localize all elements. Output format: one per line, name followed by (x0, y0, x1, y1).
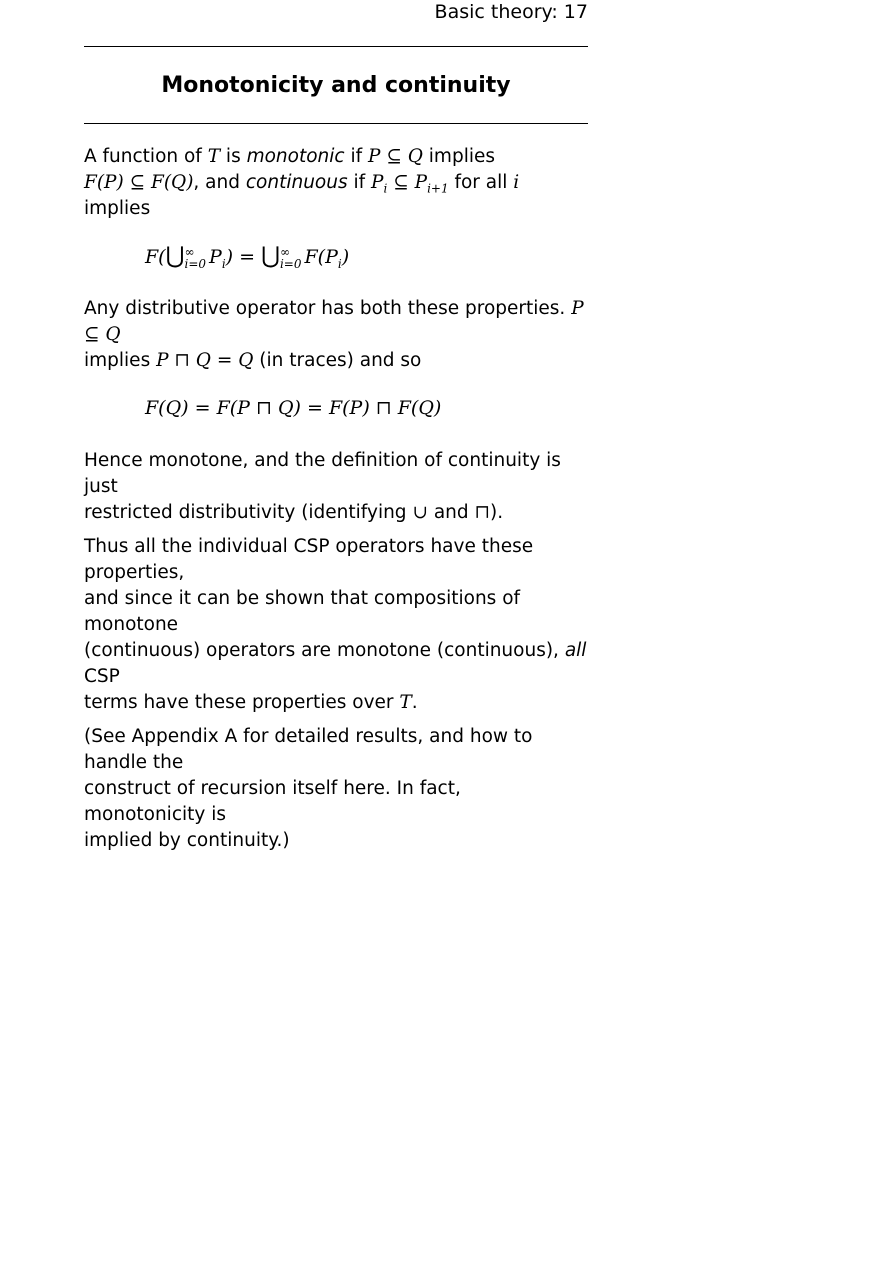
traces-symbol: T (399, 692, 412, 713)
math-f-subset: F(P) ⊆ F(Q) (84, 172, 194, 193)
running-head: Basic theory: 17 (434, 1, 588, 23)
text: terms have these properties over (84, 692, 400, 713)
limit-sub: i=0 (279, 257, 302, 271)
text: and (427, 502, 475, 523)
math-meet: P ⊓ Q = Q (156, 350, 254, 371)
paragraph-hence (84, 448, 588, 526)
text: Any distributive operator has both these properties. (84, 298, 572, 319)
math-sub: i (383, 181, 388, 196)
text: Hence monotone, and the definition of continuity is just (84, 450, 561, 497)
union-limits (280, 246, 302, 270)
math-p: P (371, 172, 384, 193)
math-subset: P ⊆ Q (368, 146, 423, 167)
text: is (220, 146, 247, 167)
union-icon: ⋃ (165, 243, 185, 269)
text: (continuous) operators are monotone (continuous), (84, 640, 565, 661)
text: restricted distributivity (identifying (84, 502, 413, 523)
eq-part: F( (145, 246, 166, 268)
sqcap-icon: ⊓ (474, 502, 491, 523)
text: CSP (84, 666, 120, 687)
text: ). (490, 502, 504, 523)
eq-part: P (209, 246, 222, 268)
eq-part: F(P (304, 246, 338, 268)
text: implies (84, 198, 151, 219)
limit-sub: i=0 (184, 257, 207, 271)
text: Thus all the individual CSP operators have these properties, (84, 536, 534, 583)
text: if (347, 172, 372, 193)
text: if (344, 146, 369, 167)
title-rule (84, 123, 588, 124)
limit-sup: ∞ (279, 245, 290, 259)
text: for all (448, 172, 514, 193)
eq-sub: i (221, 256, 226, 271)
paragraph-appendix (84, 724, 588, 854)
text: . (411, 692, 418, 713)
term-continuous: continuous (245, 172, 348, 193)
term-monotonic: monotonic (246, 146, 345, 167)
traces-symbol: T (207, 146, 221, 167)
text: construct of recursion itself here. In fact, monotonicity is (84, 778, 461, 825)
math-p: ⊆ P (387, 172, 428, 193)
equation-continuity (84, 243, 588, 269)
text: (See Appendix A for detailed results, and how to handle the (84, 726, 533, 773)
text: , and (193, 172, 246, 193)
text: (in traces) and so (253, 350, 422, 371)
text: implied by continuity.) (84, 830, 290, 851)
text: A function of (84, 146, 208, 167)
union-limits (184, 246, 206, 270)
equation-monotone: F(Q) = F(P ⊓ Q) = F(P) ⊓ F(Q) (145, 397, 442, 419)
eq-part: ) = (225, 246, 262, 268)
text: implies (422, 146, 495, 167)
paragraph-definition (84, 144, 588, 222)
paragraph-thus (84, 534, 588, 716)
math-sub: i+1 (427, 181, 449, 196)
eq-sub: i (337, 256, 342, 271)
text: and since it can be shown that compositions of monotone (84, 588, 521, 635)
top-rule (84, 46, 588, 47)
math-subset: P ⊆ Q (84, 298, 584, 345)
limit-sup: ∞ (184, 245, 195, 259)
page (84, 0, 588, 854)
text: implies (84, 350, 157, 371)
body (84, 144, 588, 854)
math-i: i (513, 172, 520, 193)
paragraph-distributive (84, 296, 588, 374)
section-title: Monotonicity and continuity (161, 73, 511, 98)
math-chain (371, 172, 449, 196)
cup-icon: ∪ (412, 502, 428, 523)
union-icon: ⋃ (261, 243, 280, 269)
eq-part: ) (341, 246, 350, 268)
term-all: all (564, 640, 587, 661)
